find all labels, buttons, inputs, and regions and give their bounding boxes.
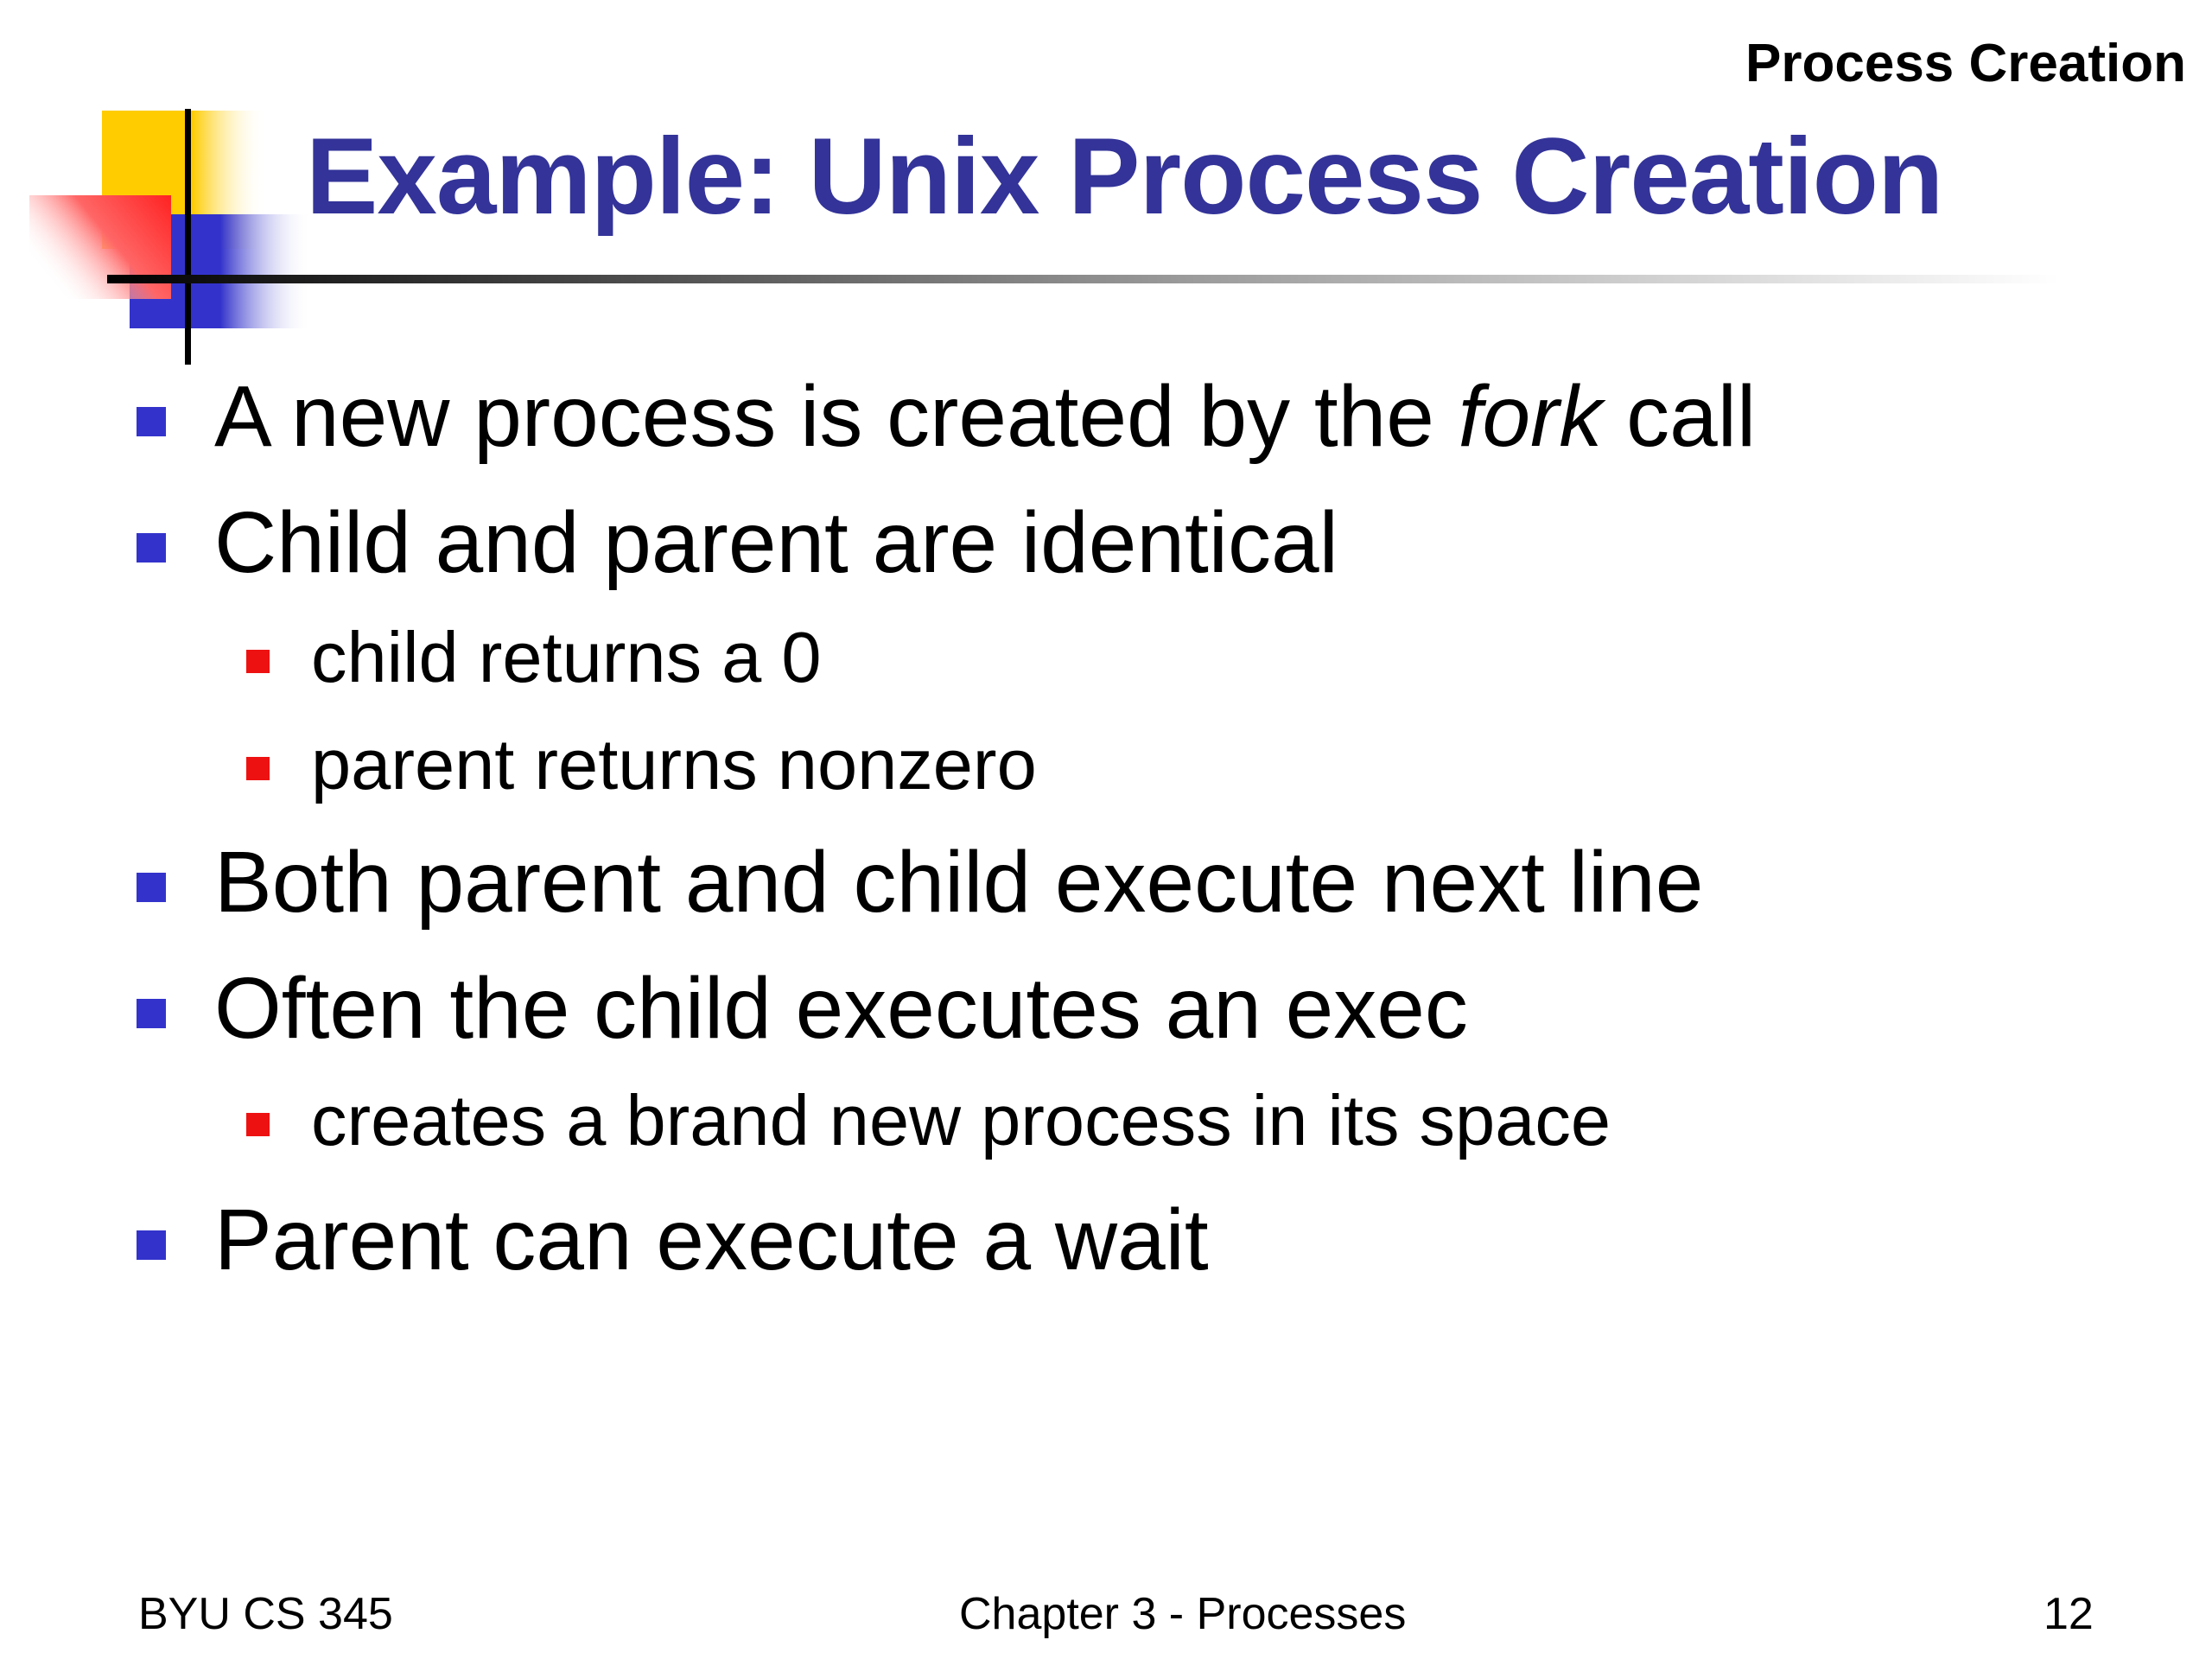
- bullet-marker: [137, 407, 166, 436]
- sub-bullet-item: creates a brand new process in its space: [311, 1080, 1611, 1160]
- sub-bullet-item: child returns a 0: [311, 617, 822, 697]
- footer-course: BYU CS 345: [138, 1589, 393, 1639]
- slide-title: Example: Unix Process Creation: [306, 117, 1943, 237]
- sub-bullet-item: parent returns nonzero: [311, 724, 1037, 804]
- sub-bullet-marker: [246, 1113, 270, 1136]
- bullet-marker: [137, 1230, 166, 1260]
- bullet-marker: [137, 873, 166, 902]
- footer-chapter: Chapter 3 - Processes: [959, 1589, 1407, 1639]
- bullet-item: Parent can execute a wait: [214, 1192, 1209, 1288]
- bullet-emphasis: fork: [1458, 368, 1603, 465]
- bullet-item: Both parent and child execute next line: [214, 834, 1704, 931]
- bullet-item: Child and parent are identical: [214, 494, 1338, 591]
- sub-bullet-marker: [246, 650, 270, 673]
- footer-page-number: 12: [2044, 1589, 2094, 1639]
- bullet-text: A new process is created by the: [214, 368, 1459, 465]
- bullet-marker: [137, 999, 166, 1028]
- bullet-marker: [137, 533, 166, 563]
- sub-bullet-marker: [246, 757, 270, 780]
- section-label: Process Creation: [1745, 34, 2186, 93]
- bullet-text: call: [1602, 368, 1757, 465]
- bullet-item: [214, 367, 1756, 467]
- bullet-item: Often the child executes an exec: [214, 960, 1468, 1057]
